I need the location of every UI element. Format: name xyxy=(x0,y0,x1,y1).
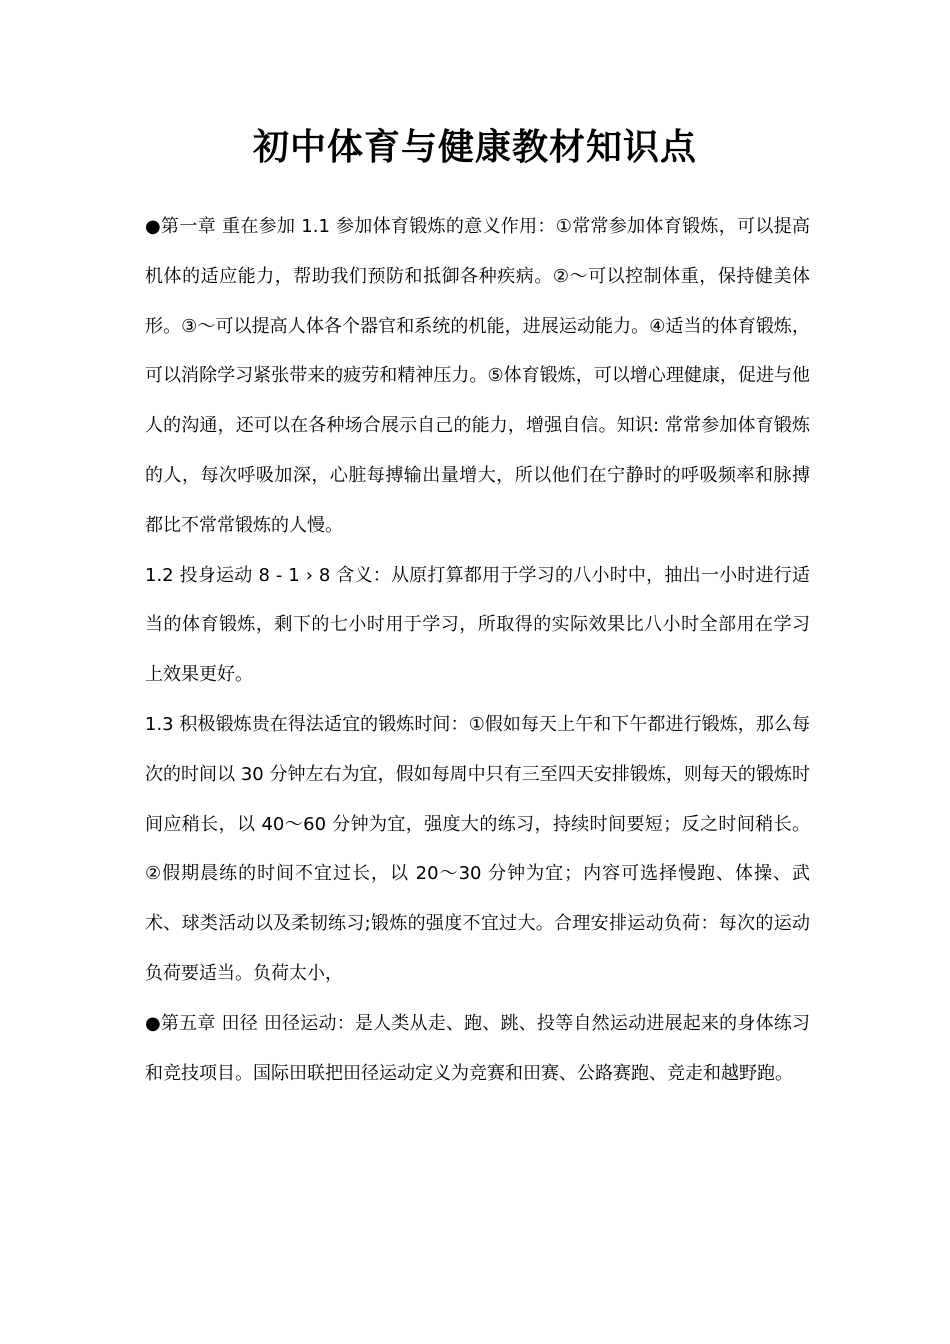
paragraph-chapter-5-track-field: ●第五章 田径 田径运动：是人类从走、跑、跳、投等自然运动进展起来的身体练习和竞技项目。国际田联把田径运动定义为竞赛和田赛、公路赛跑、竞走和越野跑。 xyxy=(145,1012,810,1084)
paragraph-section-1-2: 1.2 投身运动 8 - 1 › 8 含义：从原打算都用于学习的八小时中，抽出一小时进行适当的体育锻炼，剩下的七小时用于学习，所取得的实际效果比八小时全部用在学习上效果更好。 xyxy=(145,564,810,686)
paragraph-section-1-3: 1.3 积极锻炼贵在得法适宜的锻炼时间：①假如每天上午和下午都进行锻炼，那么每次的时间以 30 分钟左右为宜，假如每周中只有三至四天安排锻炼，则每天的锻炼时间应稍长，以 40～60 分钟为宜，强度大的练习，持续时间要短；反之时间稍长。②假期晨练的时间不宜过长，以 20～30 分钟为宜；内容可选择慢跑、体操、武术、球类活动以及柔韧练习;锻炼的强度不宜过大。合理安排运动负荷：每次的运动负荷要适当。负荷太小， xyxy=(145,713,810,984)
paragraph-chapter-1-significance: ●第一章 重在参加 1.1 参加体育锻炼的意义作用：①常常参加体育锻炼，可以提高机体的适应能力，帮助我们预防和抵御各种疾病。②～可以控制体重，保持健美体形。③～可以提高人体各个器官和系统的机能，进展运动能力。④适当的体育锻炼，可以消除学习紧张带来的疲劳和精神压力。⑤体育锻炼，可以增心理健康，促进与他人的沟通，还可以在各种场合展示自己的能力，增强自信。知识: 常常参加体育锻炼的人，每次呼吸加深，心脏每搏输出量增大，所以他们在宁静时的呼吸频率和脉搏都比不常常锻炼的人慢。 xyxy=(145,216,810,536)
document-title: 初中体育与健康教材知识点 xyxy=(252,126,697,168)
document-body xyxy=(145,202,810,1098)
